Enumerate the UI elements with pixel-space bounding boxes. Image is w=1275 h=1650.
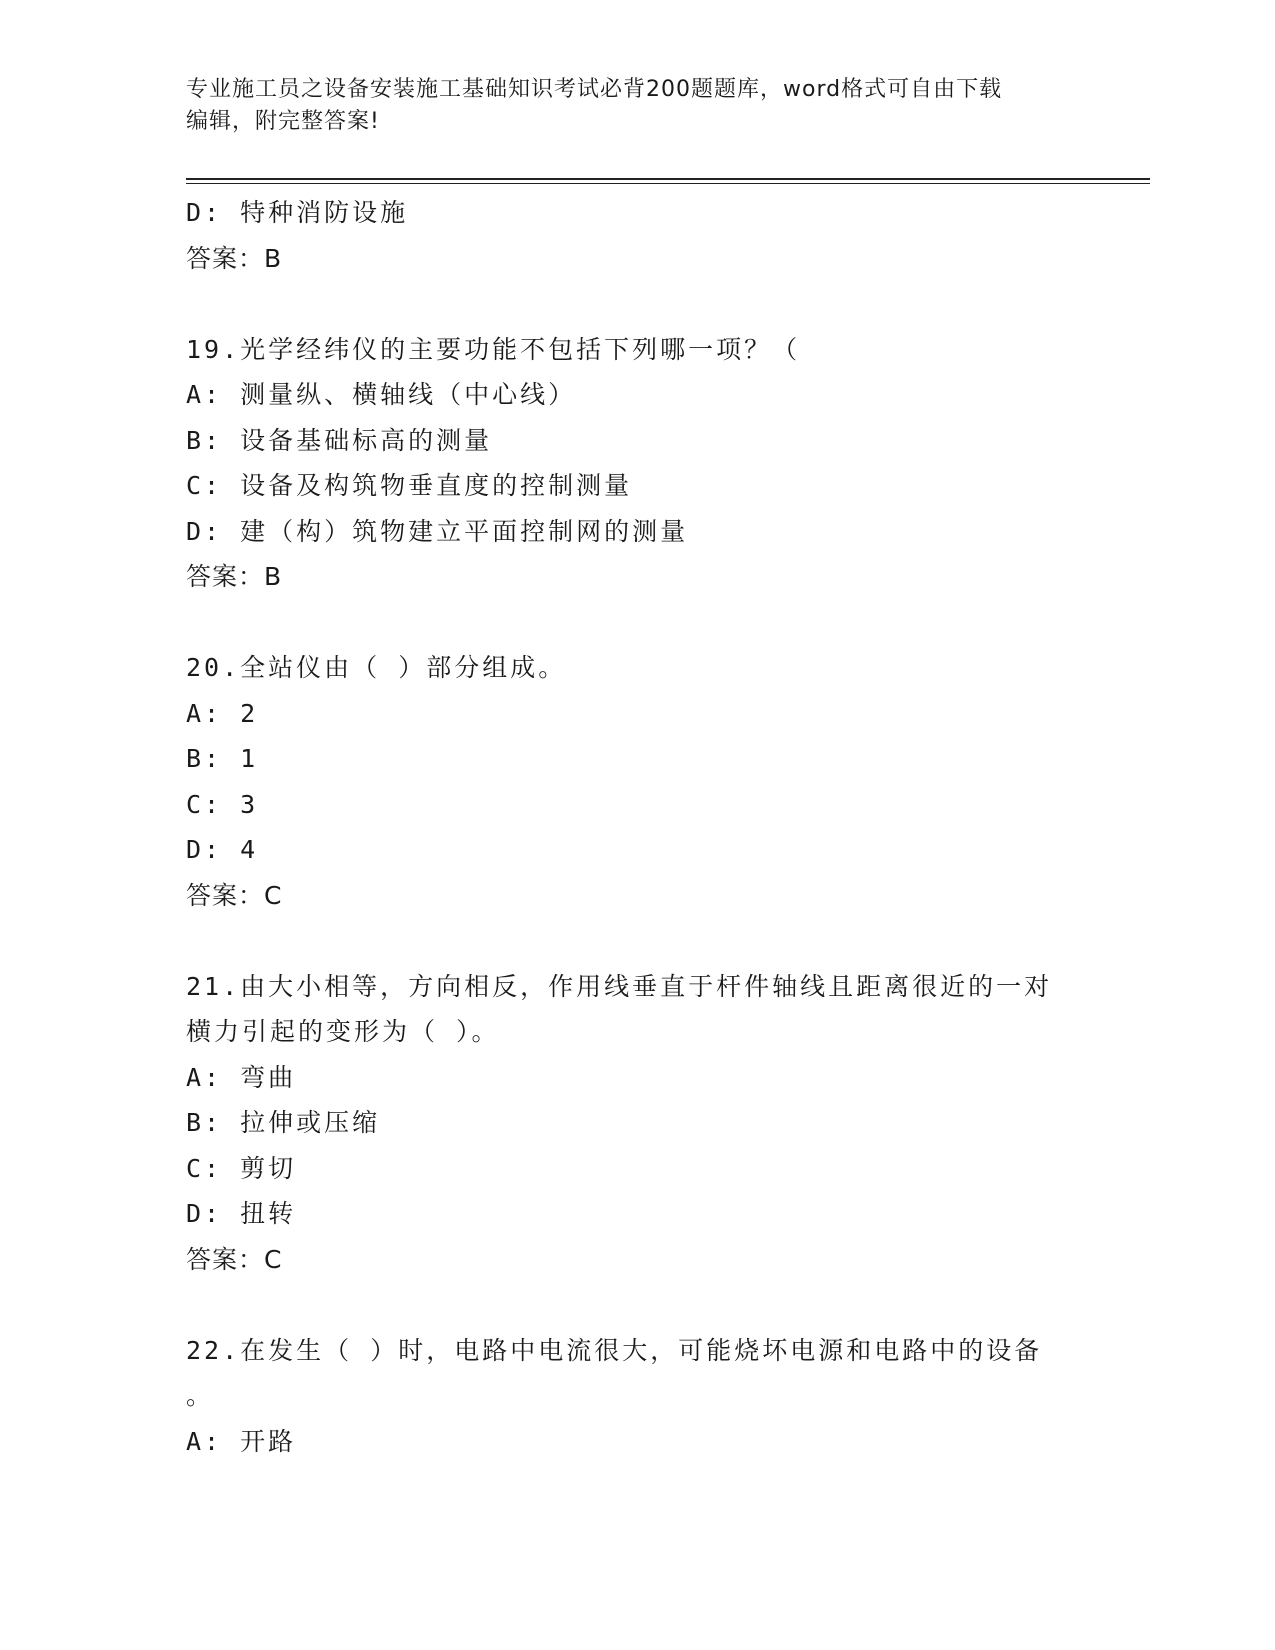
- question-text-line-2: 横力引起的变形为（ ）。: [186, 1017, 500, 1046]
- option-a: A: 2: [186, 698, 259, 728]
- option-d: D: 建（构）筑物建立平面控制网的测量: [186, 516, 689, 546]
- question-text-line-2: 。: [186, 1381, 215, 1410]
- question-text: 20.全站仪由（ ）部分组成。: [186, 653, 567, 682]
- question-block-22: [186, 1328, 1086, 1465]
- question-text-line-1: 21.由大小相等，方向相反，作用线垂直于杆件轴线且距离很近的一对: [186, 971, 1053, 1001]
- option-d: D: 特种消防设施: [186, 198, 409, 227]
- option-b: B: 拉伸或压缩: [186, 1108, 381, 1137]
- answer-line: 答案：B: [186, 243, 283, 273]
- header-title-line-1: 专业施工员之设备安装施工基础知识考试必背200题题库，word格式可自由下载: [186, 77, 1003, 102]
- page-header: [186, 74, 1086, 138]
- header-title-line-2: 编辑，附完整答案!: [186, 109, 380, 134]
- answer-line: 答案：C: [186, 880, 283, 910]
- question-text-line-1: 22.在发生（ ）时，电路中电流很大，可能烧坏电源和电路中的设备: [186, 1335, 1043, 1365]
- question-block-20: [186, 645, 1086, 918]
- header-divider-thin: [186, 183, 1150, 184]
- option-c: C: 3: [186, 789, 259, 819]
- question-block-18-tail: [186, 190, 1086, 281]
- answer-line: 答案：C: [186, 1244, 283, 1274]
- option-d: D: 扭转: [186, 1199, 297, 1228]
- question-block-19: [186, 327, 1086, 600]
- question-text: 19.光学经纬仪的主要功能不包括下列哪一项？（: [186, 334, 801, 364]
- option-c: C: 设备及构筑物垂直度的控制测量: [186, 471, 633, 500]
- answer-line: 答案：B: [186, 562, 283, 591]
- option-b: B: 1: [186, 744, 259, 773]
- option-a: A: 测量纵、横轴线（中心线）: [186, 380, 577, 409]
- option-b: B: 设备基础标高的测量: [186, 425, 493, 455]
- option-d: D: 4: [186, 835, 259, 864]
- option-c: C: 剪切: [186, 1153, 297, 1183]
- option-a: A: 开路: [186, 1426, 297, 1456]
- question-block-21: [186, 964, 1086, 1283]
- option-a: A: 弯曲: [186, 1062, 297, 1092]
- header-divider-thick: [186, 178, 1150, 180]
- question-list: [186, 190, 1086, 1464]
